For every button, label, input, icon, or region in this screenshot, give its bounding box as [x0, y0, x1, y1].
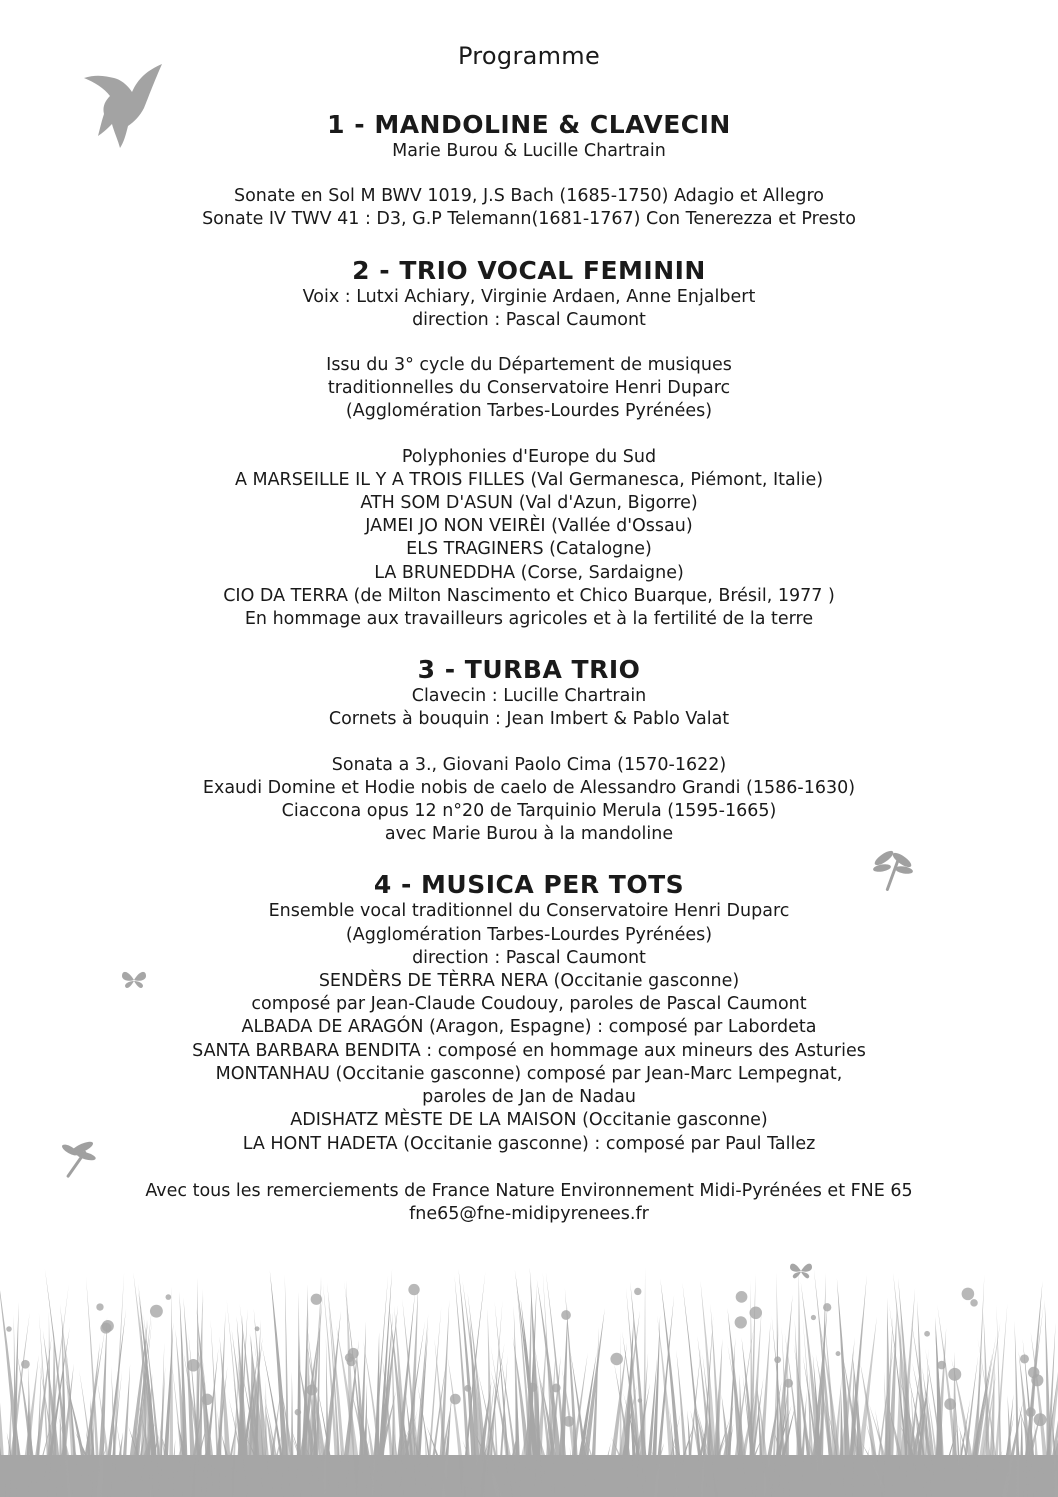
piece-line: MONTANHAU (Occitanie gasconne) composé par Jean-Marc Lempegnat,: [215, 1063, 843, 1084]
performers-line: Clavecin : Lucille Chartrain: [411, 686, 647, 707]
thanks-line: Avec tous les remerciements de France Nature Environnement Midi-Pyrénées et FNE 65: [145, 1180, 913, 1201]
section-trio-vocal-feminin: [40, 256, 1018, 632]
grass-meadow-silhouette: [0, 1255, 1058, 1497]
section-title: 4 - MUSICA PER TOTS: [373, 870, 685, 900]
piece-line: paroles de Jan de Nadau: [422, 1087, 636, 1108]
footer: [40, 1180, 1018, 1226]
piece-line: LA BRUNEDDHA (Corse, Sardaigne): [374, 562, 684, 583]
section-musica-per-tots: [40, 870, 1018, 1155]
email-link[interactable]: fne65@fne-midipyrenees.fr: [409, 1203, 649, 1224]
piece-line: ALBADA DE ARAGÓN (Aragon, Espagne) : composé par Labordeta: [241, 1017, 817, 1038]
section-title: 2 - TRIO VOCAL FEMININ: [352, 255, 706, 285]
piece-line: Sonata a 3., Giovani Paolo Cima (1570-1622): [331, 754, 727, 775]
piece-line: ADISHATZ MÈSTE DE LA MAISON (Occitanie gasconne): [290, 1110, 768, 1131]
piece-line: ELS TRAGINERS (Catalogne): [406, 539, 652, 560]
page-title: Programme: [457, 42, 601, 70]
piece-line: SANTA BARBARA BENDITA : composé en hommage aux mineurs des Asturies: [192, 1040, 866, 1061]
description-line: (Agglomération Tarbes-Lourdes Pyrénées): [345, 401, 713, 422]
section-title: 3 - TURBA TRIO: [417, 655, 641, 685]
piece-line: composé par Jean-Claude Coudouy, paroles de Pascal Caumont: [251, 994, 807, 1015]
piece-line: CIO DA TERRA (de Milton Nascimento et Chico Buarque, Brésil, 1977 ): [223, 585, 835, 606]
performers-line: direction : Pascal Caumont: [412, 947, 646, 968]
piece-line: Polyphonies d'Europe du Sud: [401, 446, 657, 467]
performers-line: Ensemble vocal traditionnel du Conservatoire Henri Duparc: [268, 901, 790, 922]
piece-line: LA HONT HADETA (Occitanie gasconne) : composé par Paul Tallez: [242, 1133, 816, 1154]
piece-line: ATH SOM D'ASUN (Val d'Azun, Bigorre): [360, 493, 698, 514]
performers-line: direction : Pascal Caumont: [412, 309, 646, 330]
section-title: 1 - MANDOLINE & CLAVECIN: [327, 110, 731, 139]
section-mandoline-clavecin: [40, 110, 1018, 232]
piece-line: Ciaccona opus 12 n°20 de Tarquinio Merula (1595-1665): [281, 801, 777, 822]
piece-line: Sonate IV TWV 41 : D3, G.P Telemann(1681-1767) Con Tenerezza et Presto: [202, 209, 856, 230]
performers-line: Marie Burou & Lucille Chartrain: [392, 141, 666, 161]
description-line: Issu du 3° cycle du Département de musiques: [326, 355, 732, 376]
piece-line: avec Marie Burou à la mandoline: [384, 824, 674, 845]
description-line: traditionnelles du Conservatoire Henri Duparc: [327, 378, 731, 399]
performers-line: Voix : Lutxi Achiary, Virginie Ardaen, Anne Enjalbert: [302, 286, 756, 307]
piece-line: En hommage aux travailleurs agricoles et à la fertilité de la terre: [244, 609, 814, 630]
piece-line: A MARSEILLE IL Y A TROIS FILLES (Val Germanesca, Piémont, Italie): [234, 469, 824, 490]
performers-line: Cornets à bouquin : Jean Imbert & Pablo Valat: [328, 709, 730, 730]
piece-line: JAMEI JO NON VEIRÈI (Vallée d'Ossau): [365, 516, 693, 537]
piece-line: Exaudi Domine et Hodie nobis de caelo de Alessandro Grandi (1586-1630): [202, 777, 856, 798]
programme-list: [40, 110, 1018, 1226]
section-turba-trio: [40, 655, 1018, 846]
piece-line: Sonate en Sol M BWV 1019, J.S Bach (1685-1750) Adagio et Allegro: [233, 186, 825, 207]
performers-line: (Agglomération Tarbes-Lourdes Pyrénées): [345, 924, 713, 945]
piece-line: SENDÈRS DE TÈRRA NERA (Occitanie gasconne): [318, 971, 740, 992]
